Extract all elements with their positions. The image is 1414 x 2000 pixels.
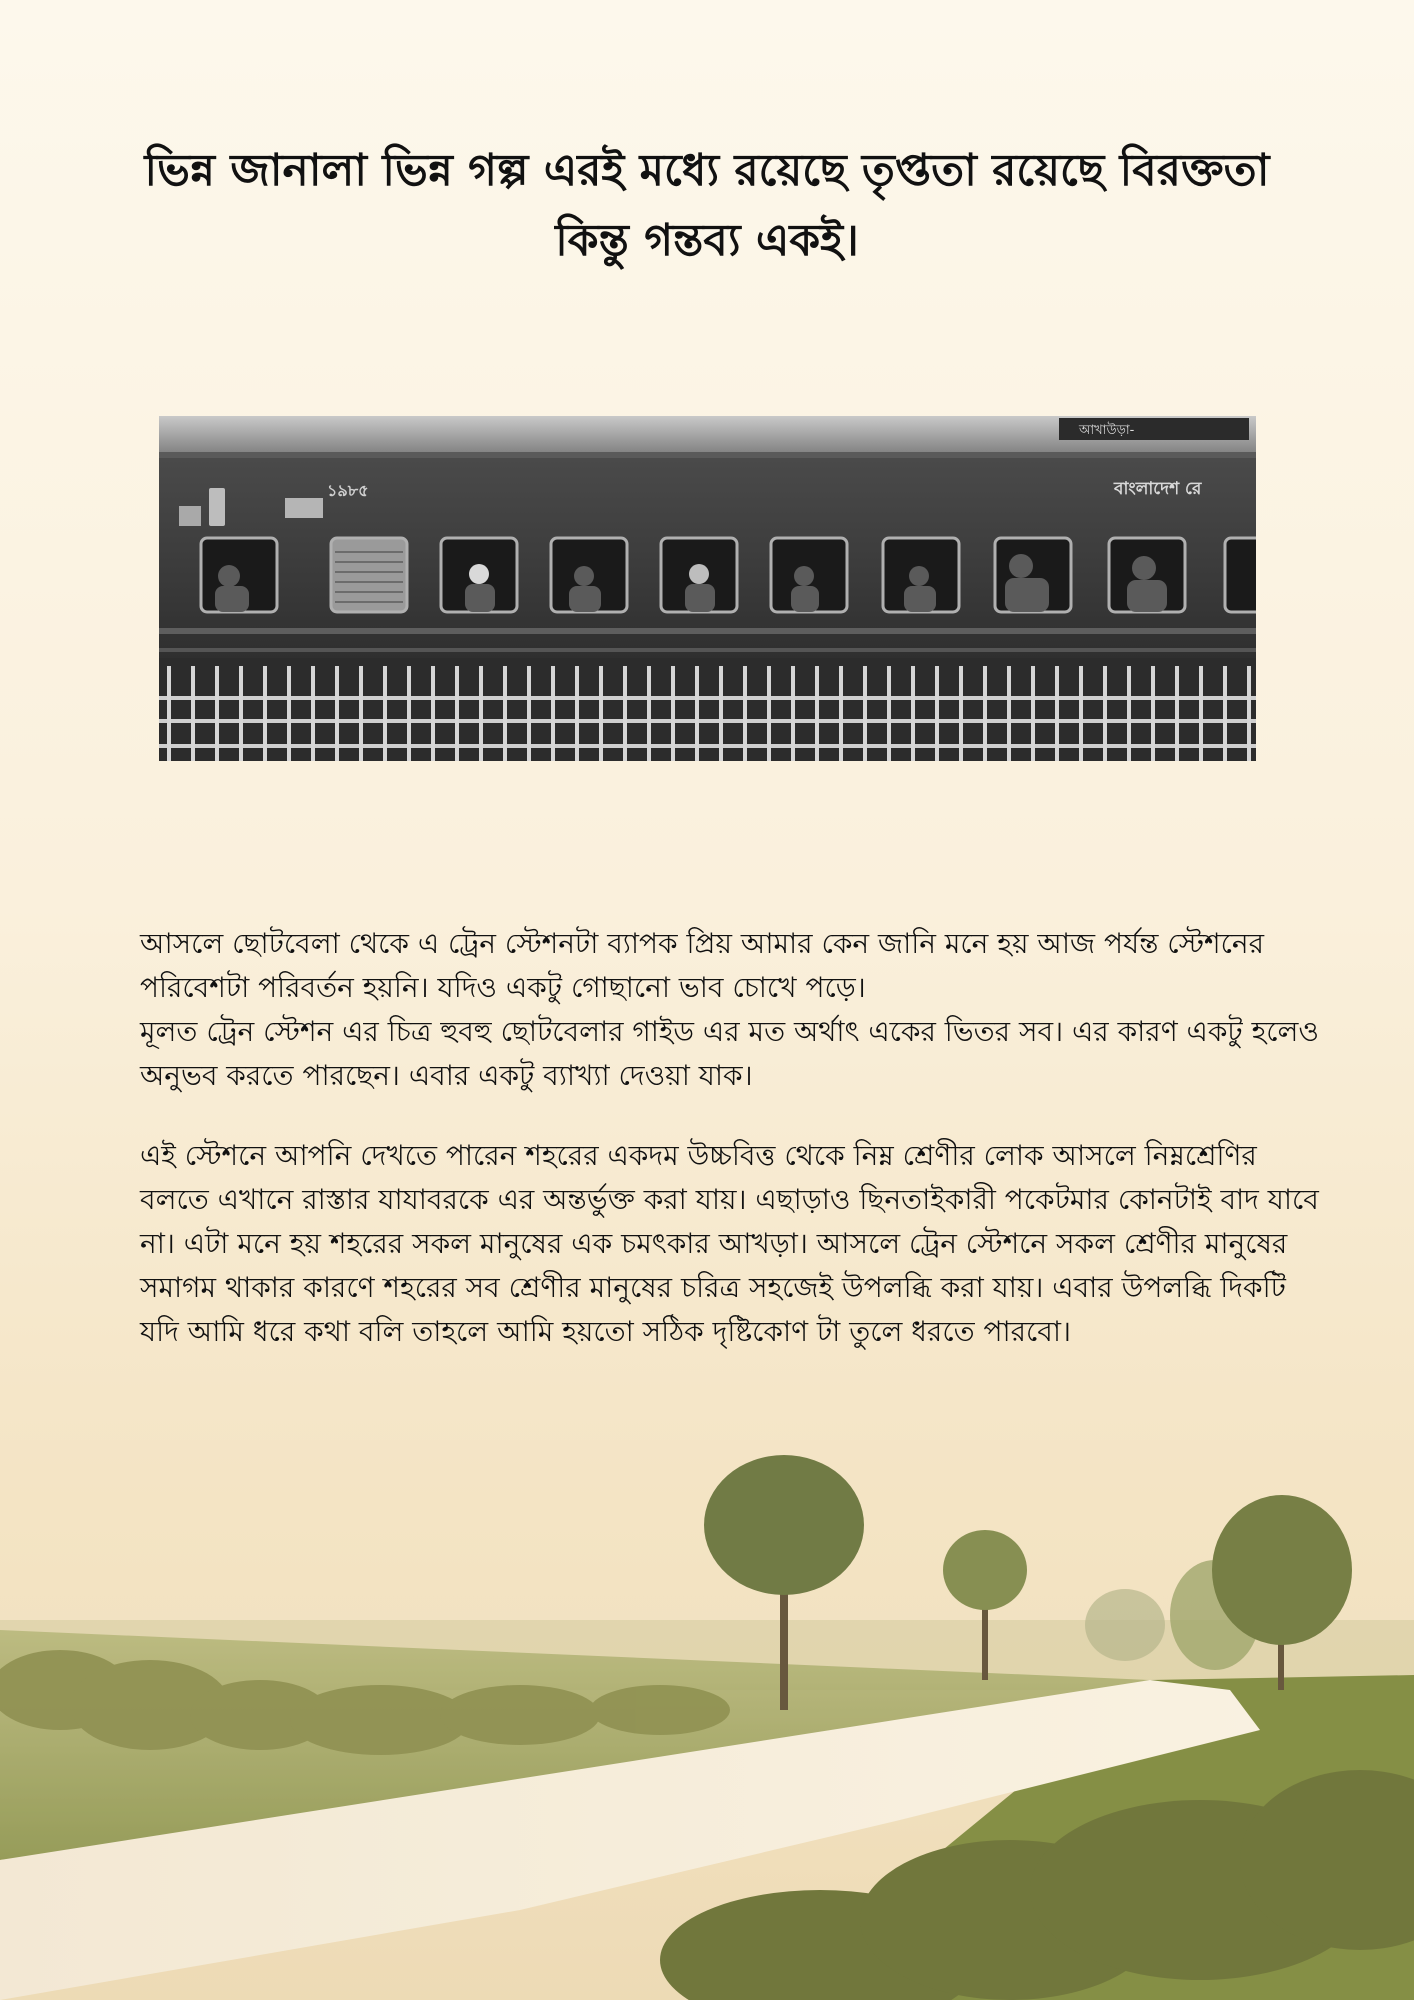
rail-name-marking: বাংলাদেশ রে bbox=[1114, 479, 1202, 499]
landscape-photo bbox=[0, 1440, 1414, 2000]
article-body bbox=[140, 922, 1320, 1354]
coach-year-marking: ১৯৮৫ bbox=[327, 481, 369, 500]
title-line-1: ভিন্ন জানালা ভিন্ন গল্প এরই মধ্যে রয়েছে তৃপ্ততা রয়েছে বিরক্ততা bbox=[144, 145, 1270, 196]
paragraph-1: আসলে ছোটবেলা থেকে এ ট্রেন স্টেশনটা ব্যাপক প্রিয় আমার কেন জানি মনে হয় আজ পর্যন্ত স্টেশনের পরিবেশটা পরিবর্তন হয়নি। যদিও একটু গোছানো ভাব চোখে পড়ে। মূলত ট্রেন স্টেশন এর চিত্র হুবহু ছোটবেলার গাইড এর মত অর্থাৎ একের ভিতর সব। এর কারণ একটু হলেও অনুভব করতে পারছেন। এবার একটু ব্যাখ্যা দেওয়া যাক। bbox=[140, 927, 1320, 1092]
title-line-2: কিন্তু গন্তব্য একই। bbox=[555, 215, 859, 266]
paragraph-2: এই স্টেশনে আপনি দেখতে পারেন শহরের একদম উচ্চবিত্ত থেকে নিম্ন শ্রেণীর লোক আসলে নিম্নশ্রেণির বলতে এখানে রাস্তার যাযাবরকে এর অন্তর্ভুক্ত করা যায়। এছাড়াও ছিনতাইকারী পকেটমার কোনটাই বাদ যাবে না। এটা মনে হয় শহরের সকল মানুষের এক চমৎকার আখড়া। আসলে ট্রেন স্টেশনে সকল শ্রেণীর মানুষের সমাগম থাকার কারণে শহরের সব শ্রেণীর মানুষের চরিত্র সহজেই উপলব্ধি করা যায়। এবার উপলব্ধি দিকটি যদি আমি ধরে কথা বলি তাহলে আমি হয়তো সঠিক দৃষ্টিকোণ টা তুলে ধরতে পারবো। bbox=[140, 1139, 1319, 1348]
train-photo bbox=[159, 416, 1256, 761]
destination-board-text: আখাউড়া- bbox=[1079, 423, 1135, 438]
page-title bbox=[100, 136, 1314, 276]
